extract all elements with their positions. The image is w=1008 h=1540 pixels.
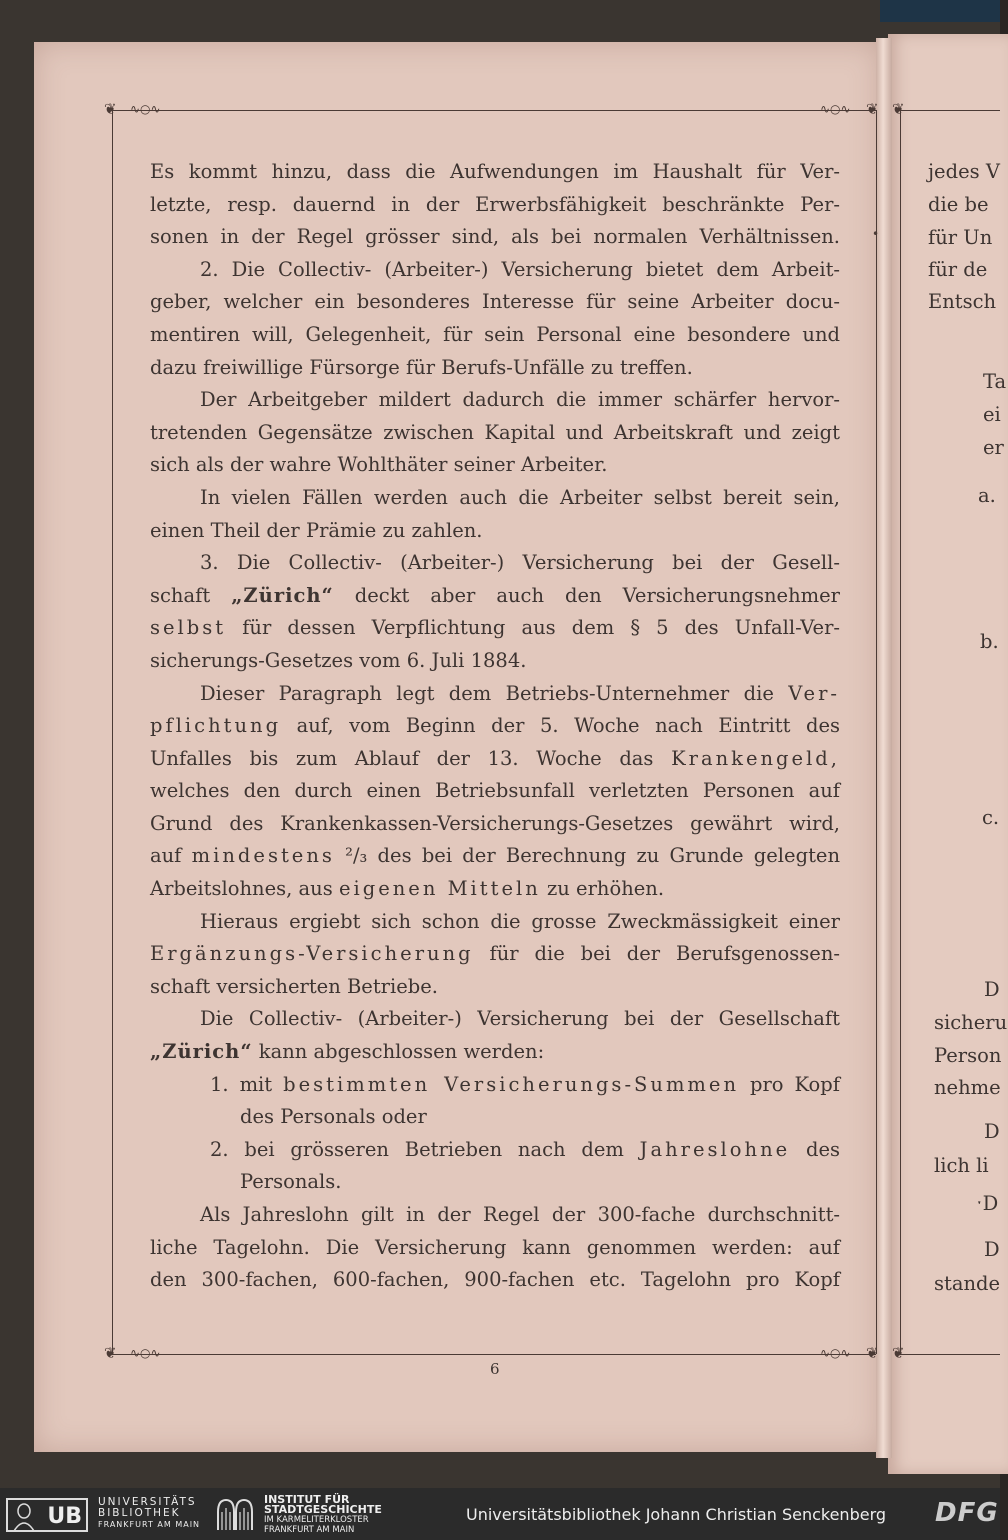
text-fragment: Arbeitslohnes, aus — [150, 877, 339, 901]
company-name: „Zürich“ — [231, 583, 334, 607]
text-line: mentiren will, Gelegenheit, für sein Personal eine besondere und — [150, 322, 840, 346]
text-line — [150, 580, 840, 613]
text-line: letzte, resp. dauernd in der Erwerbsfähigkeit beschränkte Per- — [150, 192, 840, 216]
right-page-fragment: ei — [983, 403, 1001, 426]
corner-ornament-icon: ❦ — [866, 1344, 879, 1362]
right-page-fragment: b. — [980, 630, 999, 653]
text-line — [150, 612, 840, 645]
right-page-fragment: Ta — [983, 370, 1007, 393]
text-fragment: auf — [150, 844, 192, 868]
text-line — [150, 678, 840, 711]
text-line: liche Tagelohn. Die Versicherung kann genommen werden: auf — [150, 1235, 840, 1259]
flourish-icon: ∿○∿ — [130, 1346, 161, 1360]
institute-caption — [264, 1495, 382, 1535]
ub-logo[interactable] — [6, 1498, 88, 1532]
text-line: Der Arbeitgeber mildert dadurch die immer schärfer hervor- — [200, 388, 840, 412]
list-item-continuation: Personals. — [240, 1170, 342, 1194]
spaced-emphasis: eigenen Mitteln — [338, 877, 541, 901]
text-line: In vielen Fällen werden auch die Arbeiter selbst bereit sein, — [200, 485, 840, 509]
text-fragment: des — [790, 1137, 841, 1161]
book-edge — [880, 0, 1000, 22]
flourish-icon: ∿○∿ — [130, 102, 161, 116]
caption-line: INSTITUT FÜR — [264, 1493, 350, 1506]
corner-ornament-icon: ❦ — [892, 100, 905, 118]
text-fragment: schaft — [150, 583, 232, 607]
corner-ornament-icon: ❦ — [866, 100, 879, 118]
right-page-fragment: lich li — [934, 1154, 989, 1177]
right-page-fragment: D — [984, 1238, 1000, 1261]
text-line — [150, 840, 840, 873]
spaced-emphasis: bestimmten Versicherungs-Summen — [283, 1072, 740, 1096]
right-page-fragment: nehme — [934, 1076, 1001, 1099]
page-number: 6 — [490, 1360, 500, 1378]
ub-logo-text: UB — [47, 1504, 82, 1529]
text-line: Hieraus ergiebt sich schon die grosse Zweckmässigkeit einer — [200, 909, 840, 933]
spaced-emphasis: Krankengeld, — [671, 746, 840, 770]
text-line — [150, 938, 840, 971]
right-page-fragment: a. — [978, 484, 996, 507]
text-line: sonen in der Regel grösser sind, als bei normalen Verhältnissen. — [150, 225, 840, 249]
text-line: geber, welcher ein besonderes Interesse für seine Arbeiter docu- — [150, 290, 840, 314]
right-page-fragment: für de — [928, 258, 988, 281]
spaced-emphasis: mindestens — [191, 844, 335, 868]
right-page-fragment: jedes V — [928, 160, 1000, 183]
right-page-fragment: sicheru — [934, 1011, 1008, 1034]
caption-line: BIBLIOTHEK — [98, 1507, 181, 1519]
text-line — [150, 1036, 840, 1069]
caption-line: FRANKFURT AM MAIN — [98, 1520, 201, 1529]
text-fragment: 2. bei grösseren Betrieben nach dem — [210, 1137, 640, 1161]
text-line: Grund des Krankenkassen-Versicherungs-Gesetzes gewährt wird, — [150, 811, 840, 835]
footer-title: Universitätsbibliothek Johann Christian Senckenberg — [466, 1505, 887, 1524]
text-fragment: Dieser Paragraph legt dem Betriebs-Unternehmer die — [200, 681, 789, 705]
text-fragment: kann abgeschlossen werden: — [252, 1040, 545, 1064]
text-line: sich als der wahre Wohlthäter seiner Arbeiter. — [150, 453, 608, 477]
frame-bottom-rule — [112, 1354, 876, 1355]
corner-ornament-icon: ❦ — [104, 1344, 117, 1362]
institute-arch-icon[interactable] — [216, 1498, 254, 1530]
right-page-fragment: c. — [982, 806, 1000, 829]
page-gutter — [876, 38, 892, 1458]
ub-logo-caption — [98, 1497, 200, 1530]
text-fragment: zu erhöhen. — [540, 877, 665, 901]
text-line: einen Theil der Prämie zu zahlen. — [150, 518, 483, 542]
text-fragment: auf, vom Beginn der 5. Woche nach Eintritt des — [281, 714, 840, 738]
dfg-logo[interactable]: DFG — [935, 1498, 999, 1528]
right-page-fragment: D — [984, 1120, 1000, 1143]
corner-ornament-icon: ❦ — [892, 1344, 905, 1362]
caption-line: IM KARMELITERKLOSTER — [264, 1515, 369, 1525]
spaced-emphasis: Ver- — [788, 681, 840, 705]
text-fragment: Unfalles bis zum Ablauf der 13. Woche das — [150, 746, 672, 770]
caption-line: FRANKFURT AM MAIN — [264, 1525, 355, 1535]
text-fragment: pro Kopf — [739, 1072, 840, 1096]
text-line: den 300-fachen, 600-fachen, 900-fachen etc. Tagelohn pro Kopf — [150, 1268, 840, 1292]
text-line: 2. Die Collectiv- (Arbeiter-) Versicherung bietet dem Arbeit- — [200, 257, 840, 281]
ink-mark-icon: • — [872, 227, 880, 241]
text-line — [150, 710, 840, 743]
spaced-emphasis: Ergänzungs-Versicherung — [150, 942, 474, 966]
corner-ornament-icon: ❦ — [104, 100, 117, 118]
list-item — [150, 1069, 840, 1102]
text-fragment: deckt aber auch den Versicherungsnehmer — [333, 583, 840, 607]
text-line: Die Collectiv- (Arbeiter-) Versicherung bei der Gesellschaft — [200, 1007, 840, 1031]
frame-right-rule — [876, 110, 877, 1354]
right-page-fragment: ˑD — [976, 1192, 999, 1215]
caption-line: STADTGESCHICHTE — [264, 1503, 382, 1516]
text-line: tretenden Gegensätze zwischen Kapital und Arbeitskraft und zeigt — [150, 420, 840, 444]
right-page-fragment: D — [984, 978, 1000, 1001]
text-line: dazu freiwillige Fürsorge für Berufs-Unfälle zu treffen. — [150, 355, 693, 379]
spaced-emphasis: pflichtung — [150, 714, 282, 738]
text-line: welches den durch einen Betriebsunfall verletzten Personen auf — [150, 779, 840, 803]
text-line: schaft versicherten Betriebe. — [150, 974, 438, 998]
right-page-fragment: für Un — [928, 226, 993, 249]
portrait-icon — [11, 1501, 37, 1531]
text-fragment: ²/₃ des bei der Berechnung zu Grunde gelegten — [334, 844, 840, 868]
frame-top-rule — [112, 110, 876, 111]
spaced-emphasis: selbst — [150, 616, 227, 640]
caption-line: UNIVERSITÄTS — [98, 1496, 197, 1508]
flourish-icon: ∿○∿ — [820, 102, 851, 116]
right-page-fragment: stande — [934, 1272, 1001, 1295]
right-frame-top-rule — [900, 110, 1000, 111]
text-line — [150, 743, 840, 776]
text-fragment: für die bei der Berufsgenossen- — [473, 942, 840, 966]
footer-bar — [0, 1488, 1000, 1540]
list-item-continuation: des Personals oder — [240, 1105, 427, 1129]
flourish-icon: ∿○∿ — [820, 1346, 851, 1360]
text-fragment: für dessen Verpflichtung aus dem § 5 des Unfall-Ver- — [226, 616, 840, 640]
body-text — [150, 156, 840, 1297]
right-frame-bottom-rule — [900, 1354, 1000, 1355]
right-frame-left-rule — [900, 110, 901, 1354]
text-line: 3. Die Collectiv- (Arbeiter-) Versicherung bei der Gesell- — [200, 551, 840, 575]
text-line — [150, 873, 840, 906]
list-item — [150, 1134, 840, 1167]
company-name: „Zürich“ — [150, 1040, 253, 1064]
frame-left-rule — [112, 110, 113, 1354]
text-line: sicherungs-Gesetzes vom 6. Juli 1884. — [150, 648, 527, 672]
right-page-fragment: er — [983, 436, 1004, 459]
spaced-emphasis: Jahreslohne — [639, 1137, 791, 1161]
right-page-fragment: die be — [928, 193, 989, 216]
text-line: Als Jahreslohn gilt in der Regel der 300-fache durchschnitt- — [200, 1203, 840, 1226]
right-page-fragment: Person — [934, 1044, 1002, 1067]
right-page-fragment: Entsch — [928, 290, 997, 313]
text-line: Es kommt hinzu, dass die Aufwendungen im Haushalt für Ver- — [150, 160, 840, 183]
text-fragment: 1. mit — [210, 1072, 284, 1096]
